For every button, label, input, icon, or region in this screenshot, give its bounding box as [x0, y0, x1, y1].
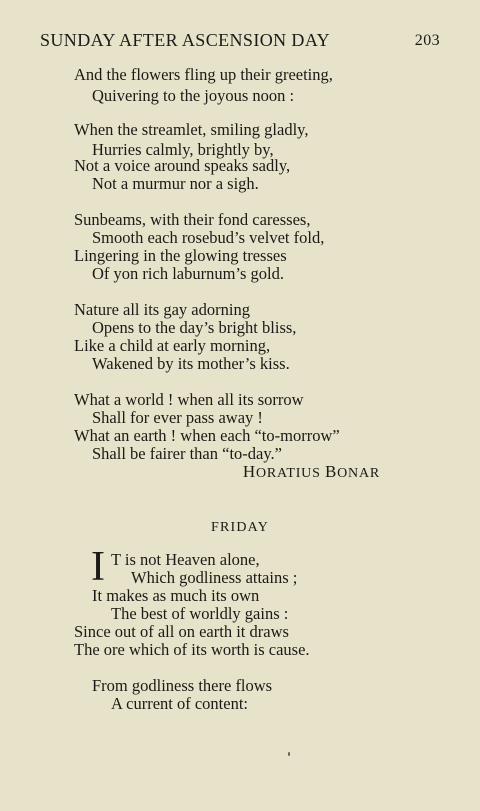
- poem-line: Which godliness attains ;: [131, 568, 298, 587]
- poem-line: A current of content:: [111, 694, 248, 713]
- poem-line: What an earth ! when each “to-morrow”: [74, 426, 340, 445]
- poem-line: Shall for ever pass away !: [92, 408, 263, 427]
- drop-cap: I: [91, 544, 105, 590]
- poem-line: When the streamlet, smiling gladly,: [74, 120, 309, 139]
- poem-line: Smooth each rosebud’s velvet fold,: [92, 228, 325, 247]
- poem-line: Not a murmur nor a sigh.: [92, 174, 259, 193]
- poem-line: T is not Heaven alone,: [111, 550, 260, 569]
- poem-line: Nature all its gay adorning: [74, 300, 250, 319]
- poem-line: Lingering in the glowing tresses: [74, 246, 287, 265]
- poem-line: Opens to the day’s bright bliss,: [92, 318, 297, 337]
- poem-line: It makes as much its own: [92, 586, 260, 605]
- page-header: [40, 30, 440, 54]
- poem-line: Shall be fairer than “to-day.”: [92, 444, 282, 463]
- poem-line: Sunbeams, with their fond caresses,: [74, 210, 311, 229]
- running-title: SUNDAY AFTER ASCENSION DAY: [40, 30, 330, 50]
- poem-line: The ore which of its worth is cause.: [74, 640, 310, 659]
- paper-speck: [288, 752, 290, 756]
- poem-line: Hurries calmly, brightly by,: [92, 140, 274, 159]
- poem-line: Wakened by its mother’s kiss.: [92, 354, 290, 373]
- poem-line: From godliness there flows: [92, 676, 273, 695]
- section-title: FRIDAY: [210, 520, 270, 535]
- poem-line: Since out of all on earth it draws: [74, 622, 289, 641]
- poem-line: Like a child at early morning,: [74, 336, 271, 355]
- poem-line: Quivering to the joyous noon :: [92, 86, 295, 105]
- poem-line: Of yon rich laburnum’s gold.: [92, 264, 285, 283]
- poem-line: And the flowers fling up their greeting,: [74, 65, 333, 84]
- poem-line: The best of worldly gains :: [111, 604, 289, 623]
- poem-attribution: HORATIUS BONAR: [242, 462, 380, 481]
- page-number: 203: [414, 32, 440, 49]
- poem-line: What a world ! when all its sorrow: [74, 390, 304, 409]
- poem-line: Not a voice around speaks sadly,: [74, 156, 291, 175]
